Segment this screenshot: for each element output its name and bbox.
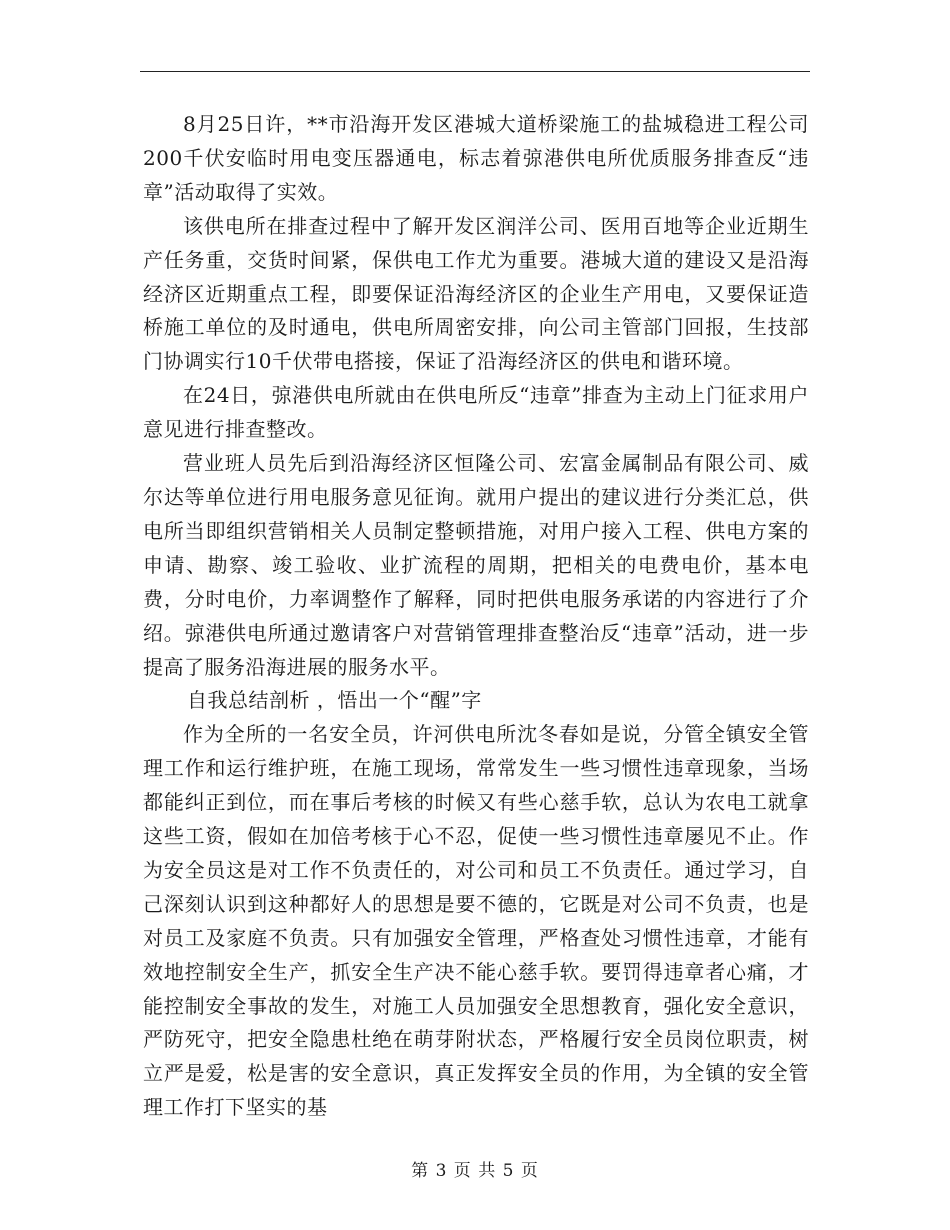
header-rule xyxy=(140,71,810,72)
paragraph: 8月25日许，**市沿海开发区港城大道桥梁施工的盐城稳进工程公司200千伏安临时用电变压器通电，标志着弶港供电所优质服务排查反“违章”活动取得了实效。 xyxy=(143,112,809,204)
paragraph: 在24日，弶港供电所就由在供电所反“违章”排查为主动上门征求用户意见进行排查整改。 xyxy=(143,383,809,442)
page-number: 第 3 页 共 5 页 xyxy=(411,1161,539,1181)
document-body xyxy=(143,108,809,1125)
paragraph: 该供电所在排查过程中了解开发区润洋公司、医用百地等企业近期生产任务重，交货时间紧，保供电工作尤为重要。港城大道的建设又是沿海经济区近期重点工程，即要保证沿海经济区的企业生产用电，又要保证造桥施工单位的及时通电，供电所周密安排，向公司主管部门回报，生技部门协调实行10千伏带电搭接，保证了沿海经济区的供电和谐环境。 xyxy=(143,213,809,374)
paragraph: 作为全所的一名安全员，许河供电所沈冬春如是说，分管全镇安全管理工作和运行维护班，在施工现场，常常发生一些习惯性违章现象，当场都能纠正到位，而在事后考核的时候又有些心慈手软，总认为农电工就拿这些工资，假如在加倍考核于心不忍，促使一些习惯性违章屡见不止。作为安全员这是对工作不负责任的，对公司和员工不负责任。通过学习，自己深刻认识到这种都好人的思想是要不德的，它既是对公司不负责，也是对员工及家庭不负责。只有加强安全管理，严格查处习惯性违章，才能有效地控制安全生产，抓安全生产决不能心慈手软。要罚得违章者心痛，才能控制安全事故的发生，对施工人员加强安全思想教育，强化安全意识，严防死守，把安全隐患杜绝在萌芽附状态，严格履行安全员岗位职责，树立严是爱，松是害的安全意识，真正发挥安全员的作用，为全镇的安全管理工作打下坚实的基 xyxy=(143,722,809,1120)
paragraph: 营业班人员先后到沿海经济区恒隆公司、宏富金属制品有限公司、威尔达等单位进行用电服务意见征询。就用户提出的建议进行分类汇总，供电所当即组织营销相关人员制定整顿措施，对用户接入工程、供电方案的申请、勘察、竣工验收、业扩流程的周期，把相关的电费电价，基本电费，分时电价，力率调整作了解释，同时把供电服务承诺的内容进行了介绍。弶港供电所通过邀请客户对营销管理排查整治反“违章”活动，进一步提高了服务沿海进展的服务水平。 xyxy=(143,451,809,679)
section-heading: 自我总结剖析 ，悟出一个“醒”字 xyxy=(187,688,482,713)
